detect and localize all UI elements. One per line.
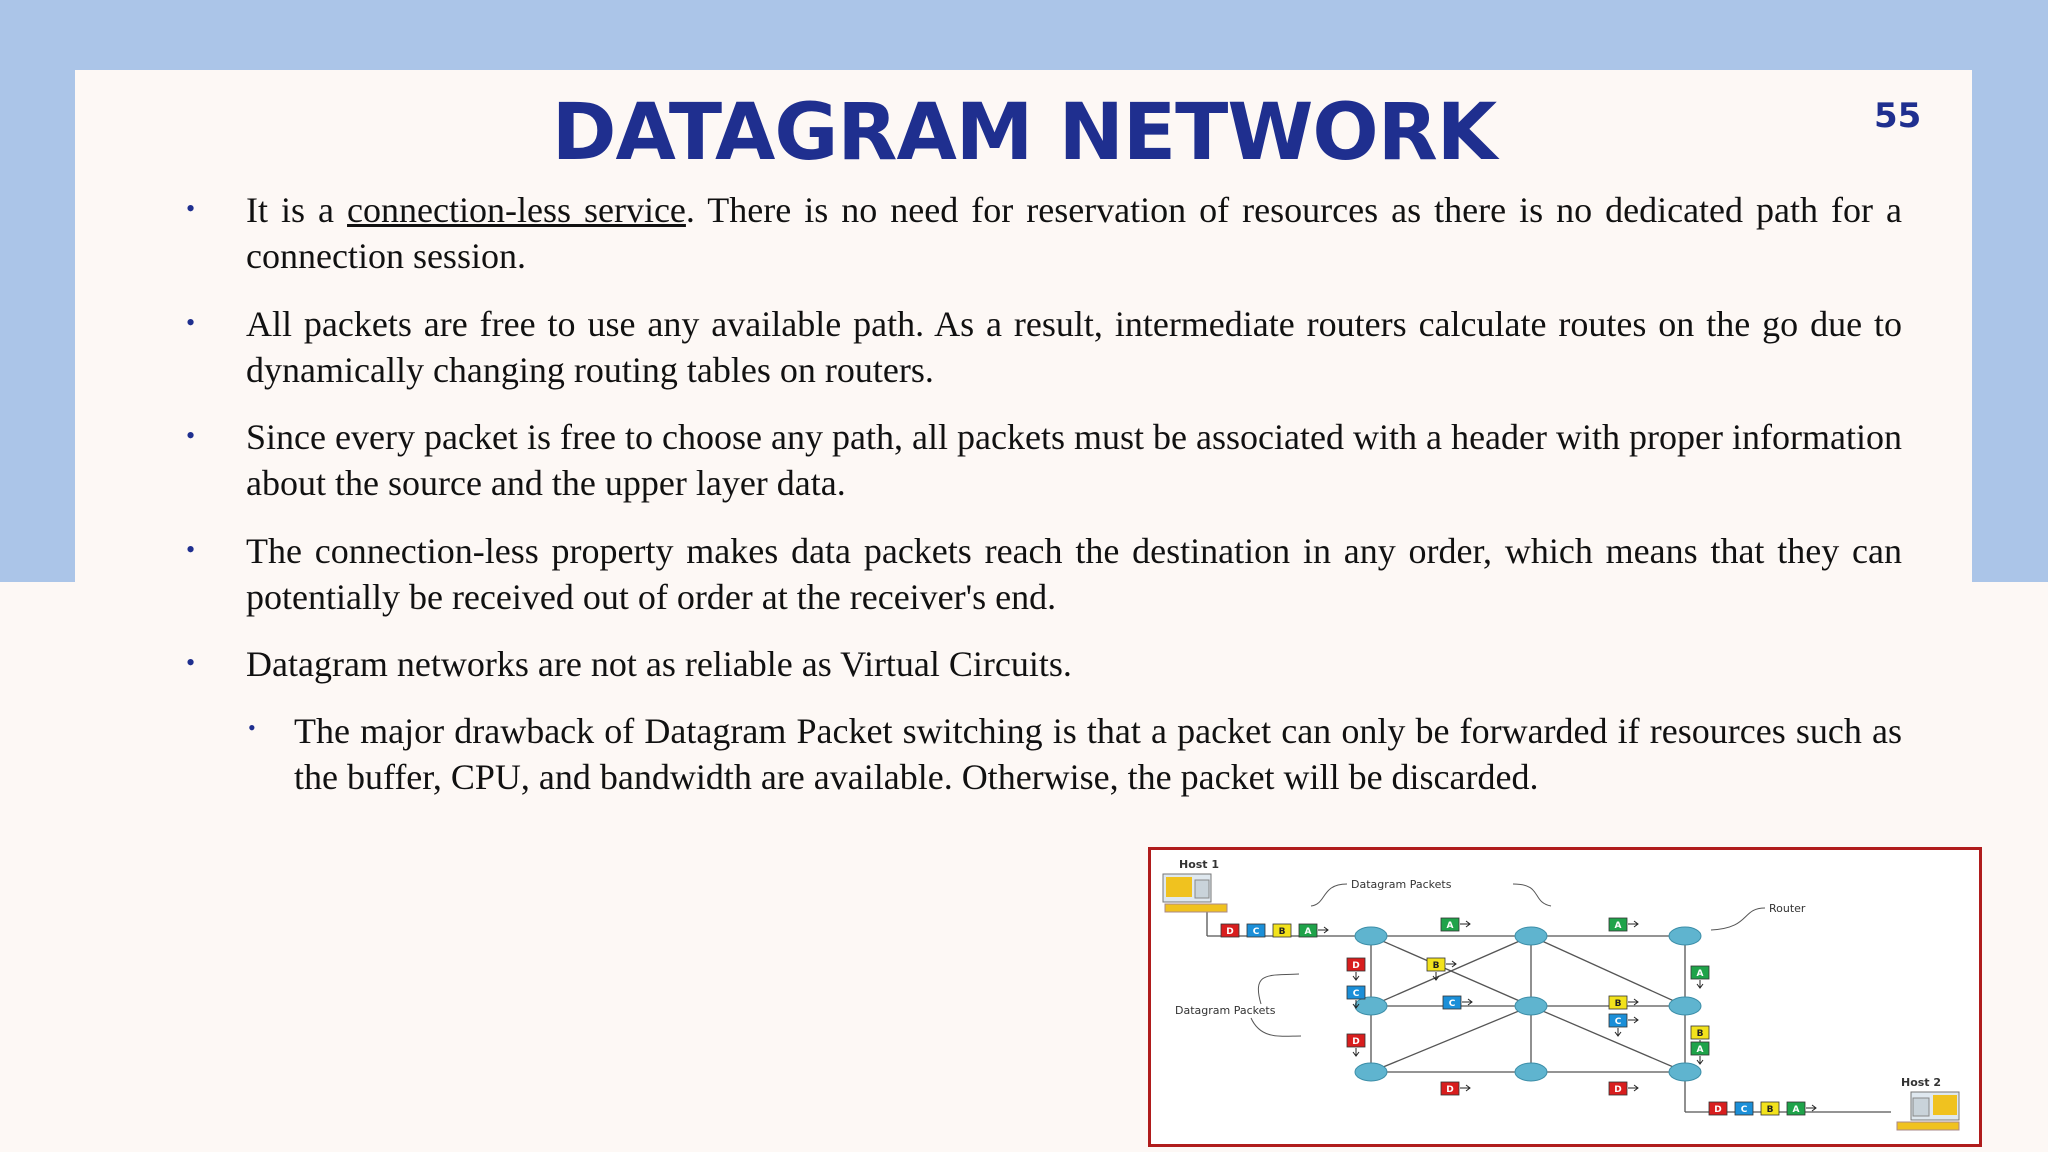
packet-d: [1347, 1034, 1365, 1056]
pointer-line: [1513, 884, 1551, 906]
router-node: [1669, 997, 1701, 1015]
packet-a: [1441, 918, 1470, 931]
router-node: [1669, 1063, 1701, 1081]
packet-a: [1787, 1102, 1816, 1115]
network-links: [1207, 912, 1891, 1112]
svg-text:A: A: [1304, 927, 1312, 937]
host-2-label: Host 2: [1901, 1076, 1942, 1089]
svg-text:A: A: [1696, 969, 1704, 979]
bullet-2-text: All packets are free to use any available path. As a result, intermediate routers calculate routes on the go due to dynamically changing routing tables on routers.: [246, 304, 1902, 390]
packet-b: [1427, 958, 1456, 980]
connection-less-service-link[interactable]: connection-less service: [347, 190, 686, 230]
svg-text:C: C: [1252, 927, 1260, 937]
bullet-marker: •: [186, 648, 196, 677]
packet-c: [1443, 996, 1472, 1009]
router-node: [1669, 927, 1701, 945]
bullet-4-text: The connection-less property makes data packets reach the destination in any order, which means that they can potentially be received out of order at the receiver's end.: [246, 531, 1902, 617]
svg-text:D: D: [1352, 1037, 1360, 1047]
svg-text:C: C: [1448, 999, 1456, 1009]
bullet-1-prefix: It is a: [246, 190, 348, 230]
pointer-line: [1251, 1018, 1301, 1036]
bullet-1-suffix: . There is no need for reservation of resources as there is no dedicated path for a connection session.: [246, 190, 1902, 276]
datagram-packets-label-top: Datagram Packets: [1351, 878, 1452, 891]
packet-a: [1299, 924, 1328, 937]
svg-text:A: A: [1792, 1105, 1800, 1115]
packet-d: [1347, 958, 1365, 980]
packet-a: [1691, 1042, 1709, 1064]
svg-text:D: D: [1226, 927, 1234, 937]
packet-b: [1609, 996, 1638, 1009]
sub-bullet-marker: •: [248, 715, 256, 740]
host-2-computer-icon: [1897, 1092, 1959, 1130]
svg-text:B: B: [1766, 1105, 1774, 1115]
pointer-line: [1311, 884, 1347, 906]
packet-a: [1691, 966, 1709, 988]
packet-c: [1247, 924, 1265, 937]
pointer-line: [1711, 908, 1765, 930]
packet-a: [1609, 918, 1638, 931]
bullet-marker: •: [186, 535, 196, 564]
page-number: 55: [1874, 96, 1922, 136]
svg-text:C: C: [1614, 1017, 1622, 1027]
svg-text:D: D: [1352, 961, 1360, 971]
svg-text:A: A: [1696, 1045, 1704, 1055]
svg-text:B: B: [1432, 961, 1440, 971]
router-node: [1355, 927, 1387, 945]
svg-text:D: D: [1614, 1085, 1622, 1095]
router-node: [1355, 997, 1387, 1015]
bullet-3-text: Since every packet is free to choose any path, all packets must be associated with a header with proper information about the source and the upper layer data.: [246, 417, 1902, 503]
packet-d: [1609, 1082, 1638, 1095]
host-1-label: Host 1: [1179, 858, 1220, 871]
packet-d: [1221, 924, 1239, 937]
bullet-marker: •: [186, 421, 196, 450]
packet-c: [1735, 1102, 1753, 1115]
svg-text:A: A: [1446, 921, 1454, 931]
router-node: [1355, 1063, 1387, 1081]
packet-c: [1609, 1014, 1638, 1036]
slide-title: DATAGRAM NETWORK: [551, 88, 1497, 178]
router-node: [1515, 927, 1547, 945]
router-label: Router: [1769, 902, 1806, 915]
bullet-1-text: [246, 187, 1902, 279]
packet-d: [1441, 1082, 1470, 1095]
datagram-packets-label-left: Datagram Packets: [1175, 1004, 1276, 1017]
bullet-marker: •: [186, 194, 196, 223]
svg-text:D: D: [1714, 1105, 1722, 1115]
bullet-marker: •: [186, 308, 196, 337]
router-node: [1515, 1063, 1547, 1081]
svg-text:B: B: [1614, 999, 1622, 1009]
svg-text:A: A: [1614, 921, 1622, 931]
svg-text:B: B: [1696, 1029, 1704, 1039]
svg-text:D: D: [1446, 1085, 1454, 1095]
host-1-computer-icon: [1163, 874, 1227, 912]
pointer-line: [1258, 974, 1299, 1004]
svg-text:C: C: [1352, 989, 1360, 999]
packet-d: [1709, 1102, 1727, 1115]
bullet-5-text: Datagram networks are not as reliable as Virtual Circuits.: [246, 644, 1072, 684]
sub-bullet-1-text: The major drawback of Datagram Packet switching is that a packet can only be forwarded if resources such as the buffer, CPU, and bandwidth are available. Otherwise, the packet will be discarded.: [294, 711, 1902, 797]
router-node: [1515, 997, 1547, 1015]
packet-b: [1761, 1102, 1779, 1115]
svg-text:B: B: [1278, 927, 1286, 937]
datagram-network-diagram: [1148, 847, 1982, 1147]
packet-b: [1273, 924, 1291, 937]
svg-text:C: C: [1740, 1105, 1748, 1115]
